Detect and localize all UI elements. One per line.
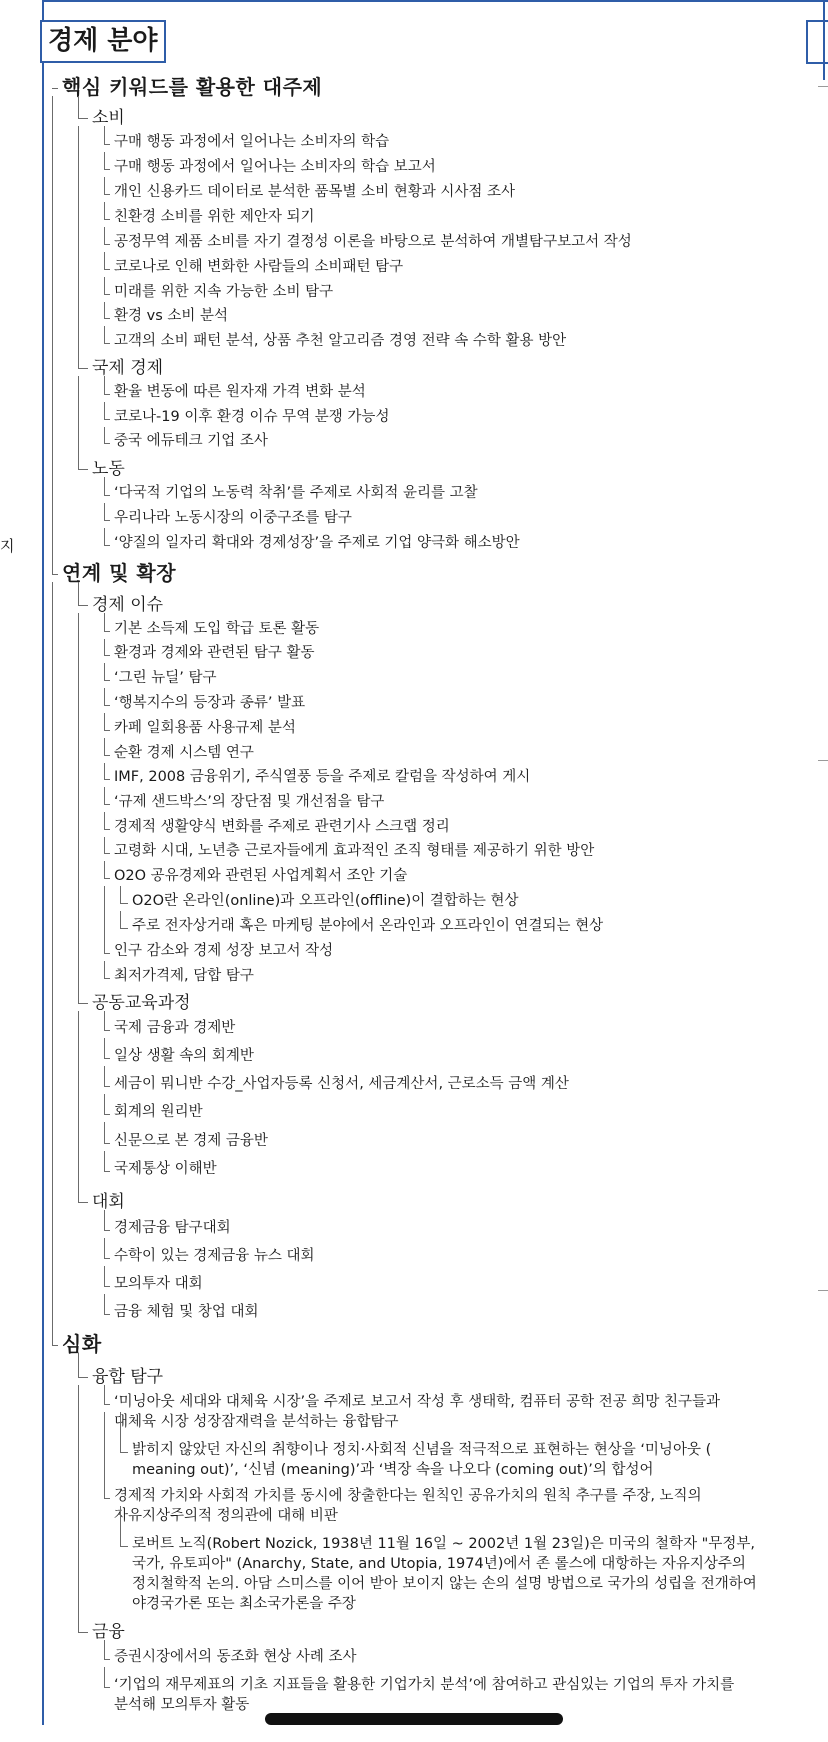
tree-connector bbox=[78, 1202, 88, 1203]
tree-connector bbox=[104, 318, 110, 319]
tree-connector bbox=[78, 1003, 88, 1004]
tree-connector bbox=[104, 953, 110, 954]
tree-connector bbox=[104, 1640, 105, 1659]
tree-connector bbox=[104, 227, 105, 244]
outline-item-level-3: 경제적 가치와 사회적 가치를 동시에 창출한다는 원칙인 공유가치의 원칙 추구를 주장, 노직의 bbox=[114, 1488, 702, 1504]
outline-item-level-4: 로버트 노직(Robert Nozick, 1938년 11월 16일 ~ 2002년 1월 23일)은 미국의 철학자 "무정부, bbox=[132, 1536, 755, 1552]
tree-connector bbox=[78, 1011, 79, 1202]
tree-connector bbox=[104, 1151, 105, 1171]
tree-connector bbox=[78, 605, 88, 606]
outline-item-level-4: 야경국가론 또는 최소국가론을 주장 bbox=[132, 1596, 356, 1612]
tree-connector bbox=[104, 613, 105, 631]
tree-connector bbox=[104, 1266, 105, 1286]
outline-item-level-2: 소비 bbox=[92, 108, 125, 128]
tree-connector bbox=[104, 1687, 110, 1688]
outline-item-level-2: 공동교육과정 bbox=[92, 993, 191, 1013]
tree-connector bbox=[104, 402, 105, 419]
outline-item-level-4: 밝히지 않았던 자신의 취향이나 정치·사회적 신념을 적극적으로 표현하는 현상을 ‘미닝아웃 ( bbox=[132, 1442, 712, 1458]
tree-connector bbox=[78, 1632, 88, 1633]
outline-item-level-3: ‘다국적 기업의 노동력 착취’를 주제로 사회적 윤리를 고찰 bbox=[114, 485, 478, 501]
tree-connector bbox=[104, 680, 110, 681]
tree-connector bbox=[104, 829, 110, 830]
tree-connector bbox=[78, 469, 88, 470]
outline-item-level-1: 연계 및 확장 bbox=[62, 561, 177, 585]
tree-connector bbox=[104, 730, 110, 731]
tree-connector bbox=[52, 88, 58, 89]
tree-connector bbox=[104, 655, 110, 656]
outline-item-level-3: 개인 신용카드 데이터로 분석한 품목별 소비 현황과 시사점 조사 bbox=[114, 184, 516, 200]
tree-connector bbox=[104, 738, 105, 755]
tree-connector bbox=[104, 1314, 110, 1315]
tree-connector bbox=[104, 152, 105, 169]
outline-item-level-2: 융합 탐구 bbox=[92, 1367, 164, 1387]
outline-item-level-3: 수학이 있는 경제금융 뉴스 대회 bbox=[114, 1248, 315, 1264]
tree-connector bbox=[104, 1498, 110, 1499]
outline-item-level-3: ‘행복지수의 등장과 종류’ 발표 bbox=[114, 695, 306, 711]
outline-item-level-3: 환율 변동에 따른 원자재 가격 변화 분석 bbox=[114, 384, 366, 400]
tree-connector bbox=[104, 394, 110, 395]
tree-connector bbox=[104, 763, 105, 779]
tree-connector bbox=[104, 443, 110, 444]
outline-item-level-2: 대회 bbox=[92, 1192, 125, 1212]
tree-connector bbox=[104, 1385, 105, 1404]
tree-connector bbox=[104, 1294, 105, 1314]
tree-connector bbox=[104, 1011, 105, 1030]
tree-connector bbox=[104, 528, 105, 545]
tree-connector bbox=[104, 779, 110, 780]
tree-connector bbox=[104, 269, 110, 270]
tree-connector bbox=[78, 126, 79, 368]
outline-item-level-3: 경제금융 탐구대회 bbox=[114, 1220, 231, 1236]
tree-connector bbox=[104, 1038, 105, 1058]
tree-connector bbox=[104, 1286, 110, 1287]
tree-connector bbox=[104, 545, 110, 546]
tree-connector bbox=[104, 755, 110, 756]
outline-item-level-3: 구매 행동 과정에서 일어나는 소비자의 학습 보고서 bbox=[114, 159, 436, 175]
tree-connector bbox=[104, 639, 105, 655]
tree-connector bbox=[104, 194, 110, 195]
tree-connector bbox=[104, 326, 105, 343]
outline-item-level-3: 증권시장에서의 동조화 현상 사례 조사 bbox=[114, 1649, 357, 1665]
tree-connector bbox=[104, 787, 105, 804]
tree-connector bbox=[104, 961, 105, 978]
outline-item-level-3: 국제통상 이해반 bbox=[114, 1161, 217, 1177]
tree-connector bbox=[104, 1094, 105, 1114]
tree-connector bbox=[104, 1258, 110, 1259]
tree-connector bbox=[104, 244, 110, 245]
tree-connector bbox=[104, 169, 110, 170]
tree-connector bbox=[104, 144, 110, 145]
outline-item-level-3: 신문으로 본 경제 금융반 bbox=[114, 1133, 268, 1149]
outline-item-level-3: 공정무역 제품 소비를 자기 결정성 이론을 바탕으로 분석하여 개별탐구보고서 작성 bbox=[114, 234, 632, 250]
tree-connector bbox=[104, 126, 105, 144]
home-indicator-bar[interactable] bbox=[265, 1713, 563, 1725]
tree-connector bbox=[104, 419, 110, 420]
outline-item-level-1: 심화 bbox=[62, 1332, 102, 1356]
outline-item-level-3: 경제적 생활양식 변화를 주제로 관련기사 스크랩 정리 bbox=[114, 819, 450, 835]
tree-connector bbox=[104, 477, 105, 495]
tree-connector bbox=[104, 1114, 110, 1115]
tree-connector bbox=[104, 427, 105, 443]
outline-item-level-3: 환경 vs 소비 분석 bbox=[114, 308, 229, 324]
outline-item-level-2: 경제 이슈 bbox=[92, 595, 164, 615]
outline-item-level-3: 코로나-19 이후 환경 이슈 무역 분쟁 가능성 bbox=[114, 409, 390, 425]
tree-connector bbox=[52, 582, 53, 1345]
tree-connector bbox=[104, 1404, 110, 1405]
outline-item-level-3: 구매 행동 과정에서 일어나는 소비자의 학습 bbox=[114, 134, 390, 150]
tree-connector bbox=[104, 1086, 110, 1087]
outline-item-level-3: 국제 금융과 경제반 bbox=[114, 1020, 236, 1036]
tree-connector bbox=[120, 928, 128, 929]
tree-connector bbox=[78, 1377, 88, 1378]
outline-item-level-3: 환경과 경제와 관련된 탐구 활동 bbox=[114, 645, 315, 661]
outline-item-level-4: 국가, 유토피아" (Anarchy, State, and Utopia, 1974년)에서 존 롤스에 대항하는 자유지상주의 bbox=[132, 1556, 746, 1572]
tree-connector bbox=[120, 911, 121, 928]
tree-connector bbox=[78, 582, 79, 605]
outline-item-level-3: ‘규제 샌드박스’의 장단점 및 개선점을 탐구 bbox=[114, 794, 385, 810]
tree-connector bbox=[104, 705, 110, 706]
page-title: 경제 분야 bbox=[40, 20, 166, 63]
tree-connector bbox=[104, 978, 110, 979]
tree-connector bbox=[78, 368, 88, 369]
outline-item-level-3: 고객의 소비 패턴 분석, 상품 추천 알고리즘 경영 전략 속 수학 활용 방안 bbox=[114, 333, 567, 349]
tree-connector bbox=[52, 96, 53, 574]
outline-item-level-3: 대체육 시장 성장잠재력을 분석하는 융합탐구 bbox=[114, 1414, 399, 1430]
tree-connector bbox=[104, 376, 105, 394]
tree-connector bbox=[104, 219, 110, 220]
tree-connector bbox=[104, 1230, 110, 1231]
tree-connector bbox=[78, 1385, 79, 1632]
tree-connector bbox=[104, 804, 110, 805]
outline-item-level-3: 우리나라 노동시장의 이중구조를 탐구 bbox=[114, 510, 352, 526]
tree-connector bbox=[78, 613, 79, 1003]
tree-connector bbox=[120, 1546, 128, 1547]
outline-item-level-4: meaning out)’, ‘신념 (meaning)’과 ‘벽장 속을 나오다 (coming out)’의 합성어 bbox=[132, 1462, 654, 1478]
outline-item-level-4: 주로 전자상거래 혹은 마케팅 분야에서 온라인과 오프라인이 연결되는 현상 bbox=[132, 918, 604, 934]
tree-connector bbox=[104, 688, 105, 705]
outline-item-level-3: 코로나로 인해 변화한 사람들의 소비패턴 탐구 bbox=[114, 259, 404, 275]
tree-connector bbox=[104, 1412, 105, 1498]
outline-item-level-3: 미래를 위한 지속 가능한 소비 탐구 bbox=[114, 284, 334, 300]
outline-item-level-3: 일상 생활 속의 회계반 bbox=[114, 1048, 254, 1064]
outline-item-level-3: 기본 소득제 도입 학급 토론 활동 bbox=[114, 621, 320, 637]
tree-connector bbox=[104, 520, 110, 521]
tree-connector bbox=[104, 837, 105, 853]
tree-connector bbox=[78, 96, 79, 118]
tree-connector bbox=[104, 663, 105, 680]
tree-connector bbox=[104, 302, 105, 318]
tree-connector bbox=[104, 1238, 105, 1258]
tree-connector bbox=[104, 853, 110, 854]
tree-connector bbox=[104, 277, 105, 294]
tree-connector bbox=[104, 1659, 110, 1660]
left-edge-text-fragment: 지 bbox=[0, 537, 15, 555]
tree-connector bbox=[78, 118, 88, 119]
outline-item-level-3: O2O 공유경제와 관련된 사업계획서 조안 기술 bbox=[114, 868, 408, 884]
tree-connector bbox=[104, 1058, 110, 1059]
outline-item-level-4: 정치철학적 논의. 아담 스미스를 이어 받아 보이지 않는 손의 설명 방법으로 국가의 성립을 전개하여 bbox=[132, 1576, 757, 1592]
tree-connector bbox=[104, 1171, 110, 1172]
tree-connector bbox=[104, 1210, 105, 1230]
tree-connector bbox=[120, 1452, 128, 1453]
tree-connector bbox=[104, 1143, 110, 1144]
tree-connector bbox=[104, 177, 105, 194]
tree-connector bbox=[120, 1506, 121, 1546]
tree-connector bbox=[104, 631, 110, 632]
outline-item-level-3: 세금이 뭐니반 수강_사업자등록 신청서, 세금계산서, 근로소득 금액 계산 bbox=[114, 1076, 569, 1092]
outline-item-level-3: ‘양질의 일자리 확대와 경제성장’을 주제로 기업 양극화 해소방안 bbox=[114, 535, 520, 551]
outline-item-level-3: 최저가격제, 담합 탐구 bbox=[114, 968, 254, 984]
tree-connector bbox=[104, 1122, 105, 1143]
outline-item-level-3: 회계의 원리반 bbox=[114, 1104, 203, 1120]
outline-item-level-3: ‘그린 뉴딜’ 탐구 bbox=[114, 670, 217, 686]
tree-connector bbox=[104, 713, 105, 730]
tree-connector bbox=[120, 903, 128, 904]
outline-item-level-3: 순환 경제 시스템 연구 bbox=[114, 745, 254, 761]
outline-item-level-3: 금융 체험 및 창업 대회 bbox=[114, 1304, 259, 1320]
outline-item-level-3: IMF, 2008 금융위기, 주식열풍 등을 주제로 칼럼을 작성하여 게시 bbox=[114, 769, 531, 785]
tree-connector bbox=[52, 1345, 58, 1346]
tree-connector bbox=[104, 252, 105, 269]
tree-connector bbox=[104, 202, 105, 219]
tree-connector bbox=[104, 878, 110, 879]
outline-item-level-3: 카페 일회용품 사용규제 분석 bbox=[114, 720, 296, 736]
tree-connector bbox=[120, 886, 121, 903]
tree-connector bbox=[104, 294, 110, 295]
outline-item-level-3: 분석해 모의투자 활동 bbox=[114, 1697, 250, 1713]
tree-connector bbox=[104, 812, 105, 829]
outline-item-level-3: ‘미닝아웃 세대와 대체육 시장’을 주제로 보고서 작성 후 생태학, 컴퓨터 공학 전공 희망 친구들과 bbox=[114, 1394, 721, 1410]
outline-item-level-2: 노동 bbox=[92, 459, 125, 479]
tree-connector bbox=[104, 343, 110, 344]
outline-item-level-3: 중국 에듀테크 기업 조사 bbox=[114, 433, 268, 449]
tree-connector bbox=[78, 1353, 79, 1377]
tree-connector bbox=[120, 1412, 121, 1452]
outline-item-level-2: 금융 bbox=[92, 1622, 125, 1642]
tree-connector bbox=[104, 886, 105, 953]
outline-item-level-3: ‘기업의 재무제표의 기초 지표들을 활용한 기업가치 분석’에 참여하고 관심있는 기업의 투자 가치를 bbox=[114, 1677, 735, 1693]
tree-connector bbox=[104, 1667, 105, 1687]
tree-connector bbox=[104, 503, 105, 520]
tree-connector bbox=[104, 1030, 110, 1031]
tree-connector bbox=[52, 574, 58, 575]
outline-item-level-4: O2O란 온라인(online)과 오프라인(offline)이 결합하는 현상 bbox=[132, 893, 519, 909]
outline-item-level-3: 자유지상주의적 정의관에 대해 비판 bbox=[114, 1508, 338, 1524]
outline-item-level-3: 모의투자 대회 bbox=[114, 1276, 203, 1292]
outline-item-level-1: 핵심 키워드를 활용한 대주제 bbox=[62, 75, 323, 99]
outline-item-level-2: 국제 경제 bbox=[92, 358, 164, 378]
tree-connector bbox=[104, 861, 105, 878]
outline-item-level-3: 인구 감소와 경제 성장 보고서 작성 bbox=[114, 943, 334, 959]
outline-item-level-3: 친환경 소비를 위한 제안자 되기 bbox=[114, 209, 315, 225]
tree-connector bbox=[78, 376, 79, 469]
tree-connector bbox=[104, 495, 110, 496]
tree-connector bbox=[104, 1066, 105, 1086]
outline-item-level-3: 고령화 시대, 노년층 근로자들에게 효과적인 조직 형태를 제공하기 위한 방안 bbox=[114, 843, 595, 859]
